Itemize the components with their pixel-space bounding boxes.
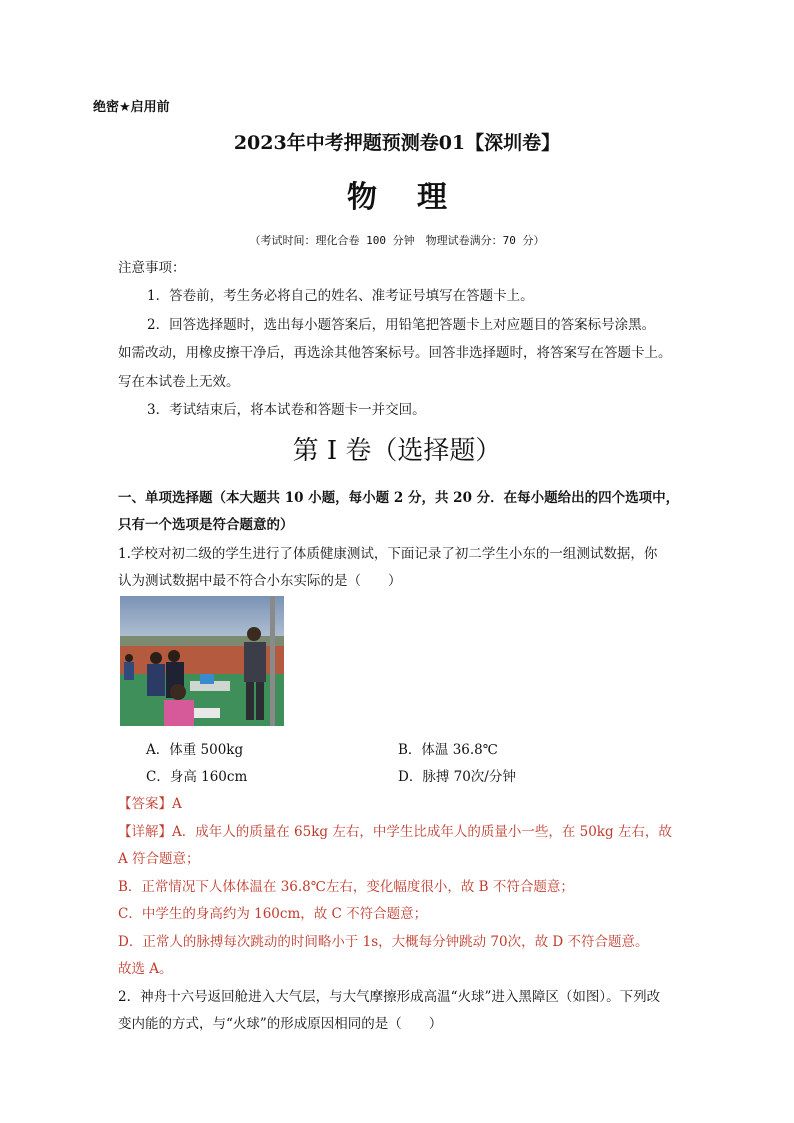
question-1-stem: 1.学校对初二级的学生进行了体质健康测试，下面记录了初二学生小东的一组测试数据，你 (118, 546, 658, 562)
notice-item-2-end: 写在本试卷上无效。 (118, 374, 240, 390)
notice-item-3: 3．考试结束后，将本试卷和答题卡一并交回。 (147, 402, 426, 418)
q1-detail-b: B．正常情况下人体体温在 36.8℃左右，变化幅度很小，故 B 不符合题意； (118, 879, 574, 895)
subject-title: 物理 (347, 180, 487, 215)
q1-option-b: B．体温 36.8℃ (398, 742, 498, 758)
question-2-stem: 2．神舟十六号返回舱进入大气层，与大气摩擦形成高温“火球”进入黑障区（如图）。下列改 (118, 989, 661, 1005)
section-instructions-cont: 只有一个选项是符合题意的） (118, 517, 294, 533)
q1-option-d: D．脉搏 70次/分钟 (398, 769, 516, 785)
question-1-stem-cont: 认为测试数据中最不符合小东实际的是（ ） (118, 573, 402, 589)
notice-item-2: 2．回答选择题时，选出每小题答案后，用铅笔把答题卡上对应题目的答案标号涂黑。 (147, 317, 656, 333)
q1-option-a: A．体重 500kg (146, 742, 244, 758)
q1-option-c: C．身高 160cm (146, 769, 248, 785)
q1-detail-c: C．中学生的身高约为 160cm，故 C 不符合题意； (118, 906, 428, 922)
time-info: （考试时间：理化合卷 100 分钟 物理试卷满分：70 分） (249, 234, 545, 247)
q1-detail: 【详解】A．成年人的质量在 65kg 左右，中学生比成年人的质量小一些，在 50kg 左右，故 (118, 824, 672, 840)
q1-answer: 【答案】A (118, 796, 182, 812)
exam-title: 2023年中考押题预测卷01【深圳卷】 (233, 132, 561, 154)
section-title: 第 I 卷（选择题） (292, 436, 502, 466)
q1-conclusion: 故选 A。 (118, 961, 173, 977)
notice-item-1: 1．答卷前，考生务必将自己的姓名、准考证号填写在答题卡上。 (147, 288, 534, 304)
question-2-stem-cont: 变内能的方式，与“火球”的形成原因相同的是（ ） (118, 1016, 443, 1032)
q1-detail-d: D．正常人的脉搏每次跳动的时间略小于 1s，大概每分钟跳动 70次，故 D 不符合题意。 (118, 934, 649, 950)
q1-detail-cont: A 符合题意； (118, 851, 200, 867)
confidential-label: 绝密★启用前 (93, 100, 170, 115)
notice-heading: 注意事项： (118, 260, 186, 276)
notice-item-2-cont: 如需改动，用橡皮擦干净后，再选涂其他答案标号。回答非选择题时，将答案写在答题卡上。 (118, 345, 672, 361)
section-instructions: 一、单项选择题（本大题共 10 小题，每小题 2 分，共 20 分．在每小题给出的四个选项中， (118, 490, 680, 506)
question-1-photo (120, 596, 284, 726)
